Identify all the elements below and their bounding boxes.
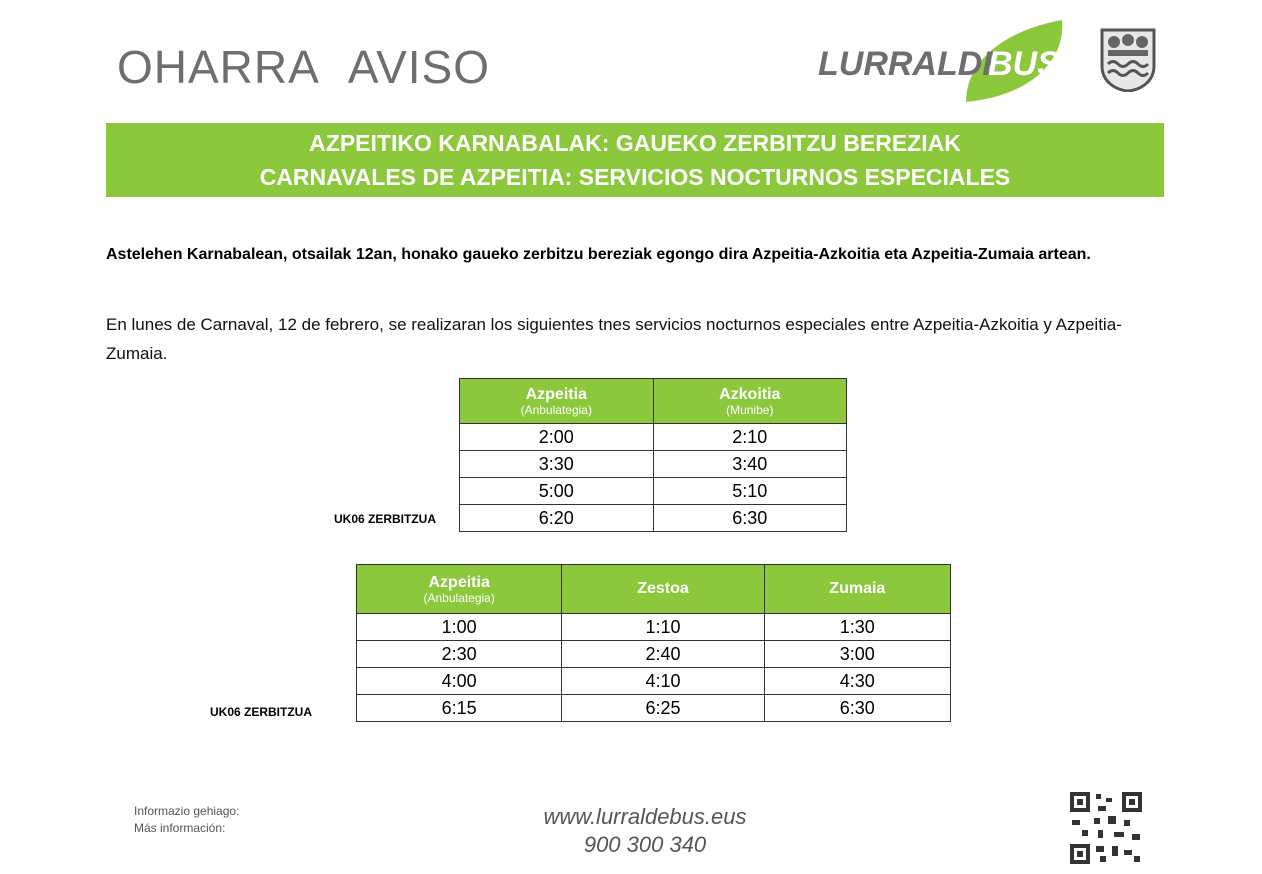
time-cell: 1:00 <box>357 614 562 641</box>
time-cell: 6:15 <box>357 695 562 722</box>
time-cell: 2:00 <box>460 424 654 451</box>
service-label: UK06 ZERBITZUA <box>210 705 313 719</box>
table-header-row <box>460 379 847 424</box>
banner-line-es: CARNAVALES DE AZPEITIA: SERVICIOS NOCTURNOS ESPECIALES <box>259 164 1011 190</box>
time-cell: 2:10 <box>653 424 846 451</box>
table-row <box>460 424 847 451</box>
time-cell: 4:30 <box>764 668 950 695</box>
column-header: Zestoa <box>562 565 764 614</box>
time-cell: 5:10 <box>653 478 846 505</box>
website-link[interactable]: www.lurraldebus.eus <box>543 804 747 829</box>
schedule-table-azkoitia <box>459 378 847 532</box>
title-es: AVISO <box>347 41 491 93</box>
column-header: Azpeitia (Anbulategia) <box>357 565 562 614</box>
table-row <box>357 641 951 668</box>
title-eu: OHARRA <box>117 41 320 93</box>
column-header: Zumaia <box>764 565 950 614</box>
time-cell: 3:00 <box>764 641 950 668</box>
more-info-es: Más información: <box>134 821 226 835</box>
qr-code-icon <box>1068 790 1144 866</box>
banner-line-eu: AZPEITIKO KARNABALAK: GAUEKO ZERBITZU BEREZIAK <box>309 130 961 156</box>
intro-basque: Astelehen Karnabalean, otsailak 12an, honako gaueko zerbitzu bereziak egongo dira Azpeitia-Azkoitia eta Azpeitia-Zumaia artean. <box>106 246 1091 263</box>
schedule-table-zumaia <box>356 564 951 722</box>
time-cell: 6:30 <box>653 505 846 532</box>
time-cell: 6:20 <box>460 505 654 532</box>
table-row <box>460 478 847 505</box>
service-label: UK06 ZERBITZUA <box>334 512 437 526</box>
time-cell: 2:30 <box>357 641 562 668</box>
gipuzkoa-shield-icon <box>1100 26 1156 92</box>
column-header: Azpeitia (Anbulategia) <box>460 379 654 424</box>
table-row <box>357 695 951 722</box>
time-cell: 6:30 <box>764 695 950 722</box>
time-cell: 1:10 <box>562 614 764 641</box>
time-cell: 3:30 <box>460 451 654 478</box>
table-header-row <box>357 565 951 614</box>
time-cell: 3:40 <box>653 451 846 478</box>
title-banner <box>106 123 1164 197</box>
time-cell: 6:25 <box>562 695 764 722</box>
time-cell: 4:00 <box>357 668 562 695</box>
phone-number: 900 300 340 <box>583 832 707 857</box>
time-cell: 1:30 <box>764 614 950 641</box>
page-title <box>117 40 490 94</box>
table-row <box>357 614 951 641</box>
table-row <box>460 451 847 478</box>
table-row <box>460 505 847 532</box>
more-info-eu: Informazio gehiago: <box>134 804 240 818</box>
table-row <box>357 668 951 695</box>
time-cell: 2:40 <box>562 641 764 668</box>
contact-block <box>518 803 772 859</box>
logo-text-b: BUS <box>988 45 1060 83</box>
lurraldebus-logo <box>816 20 1066 104</box>
time-cell: 5:00 <box>460 478 654 505</box>
logo-text-a: LURRALDE <box>818 45 1005 83</box>
time-cell: 4:10 <box>562 668 764 695</box>
column-header: Azkoitia (Munibe) <box>653 379 846 424</box>
intro-spanish: En lunes de Carnaval, 12 de febrero, se realizaran los siguientes tnes servicios nocturnos especiales entre Azpeitia-Azkoitia y Azpeitia-Zumaia. <box>106 315 1122 363</box>
more-info-label <box>134 803 239 837</box>
